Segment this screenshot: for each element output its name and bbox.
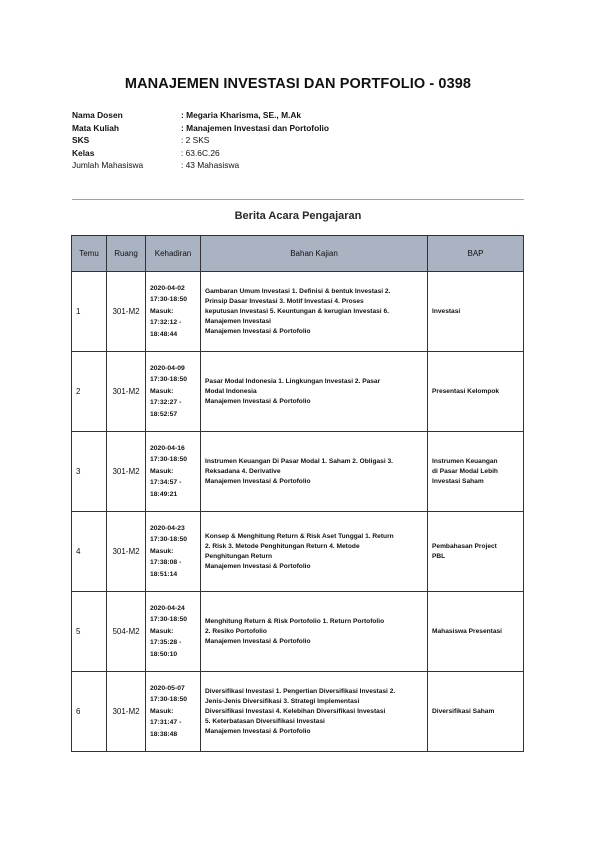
- kehadiran-line: 17:30-18:50: [150, 536, 188, 544]
- bahan-kajian-line: Manajemen Investasi & Portofolio: [205, 637, 311, 645]
- cell-ruang: 301-M2: [107, 272, 146, 352]
- kehadiran-line: 2020-04-24: [150, 604, 185, 612]
- bahan-kajian-line: 2. Resiko Portofolio: [205, 627, 267, 635]
- bahan-kajian-line: Manajemen Investasi & Portofolio: [205, 727, 311, 735]
- kehadiran-line: Masuk:: [150, 547, 174, 555]
- info-label: Nama Dosen: [72, 110, 123, 121]
- kehadiran-line: 17:34:57 -: [150, 479, 182, 487]
- cell-kehadiran: [146, 352, 201, 432]
- bahan-kajian-line: Diversifikasi Investasi 1. Pengertian Diversifikasi Investasi 2.: [205, 687, 396, 695]
- kehadiran-line: 17:32:12 -: [150, 319, 182, 327]
- kehadiran-line: 18:48:44: [150, 330, 178, 338]
- column-header-ruang: Ruang: [107, 236, 146, 272]
- bap-line: Instrumen Keuangan: [432, 457, 498, 465]
- cell-temu: 1: [72, 272, 107, 352]
- bahan-kajian-line: Reksadana 4. Derivative: [205, 467, 281, 475]
- bahan-kajian-line: Modal Indonesia: [205, 387, 257, 395]
- column-header-bap: BAP: [428, 236, 524, 272]
- bahan-kajian-line: Manajemen Investasi & Portofolio: [205, 397, 311, 405]
- bahan-kajian-line: Penghitungan Return: [205, 552, 273, 560]
- bahan-kajian-line: Manajemen Investasi & Portofolio: [205, 327, 311, 335]
- cell-kehadiran: [146, 672, 201, 752]
- kehadiran-line: 2020-04-16: [150, 444, 185, 452]
- info-value: : Megaria Kharisma, SE., M.Ak: [181, 110, 302, 121]
- info-label: SKS: [72, 135, 90, 146]
- bap-line: Presentasi Kelompok: [432, 387, 500, 395]
- cell-ruang: 301-M2: [107, 352, 146, 432]
- cell-temu: 6: [72, 672, 107, 752]
- kehadiran-line: Masuk:: [150, 627, 174, 635]
- kehadiran-line: Masuk:: [150, 707, 174, 715]
- cell-bahan-kajian: [201, 672, 428, 752]
- bap-line: Investasi: [432, 307, 461, 315]
- cell-bap: [428, 672, 524, 752]
- cell-bahan-kajian: [201, 432, 428, 512]
- kehadiran-line: 18:49:21: [150, 490, 178, 498]
- column-header-kehadiran: Kehadiran: [146, 236, 201, 272]
- info-row-mata-kuliah: [72, 122, 329, 135]
- cell-ruang: 301-M2: [107, 512, 146, 592]
- kehadiran-line: 2020-04-02: [150, 284, 185, 292]
- cell-bap: [428, 272, 524, 352]
- kehadiran-line: 18:38:48: [150, 730, 178, 738]
- cell-kehadiran: [146, 272, 201, 352]
- cell-temu: 3: [72, 432, 107, 512]
- cell-ruang: 301-M2: [107, 432, 146, 512]
- course-info: [72, 109, 329, 172]
- kehadiran-line: 2020-05-07: [150, 684, 185, 692]
- bahan-kajian-line: 2. Risk 3. Metode Penghitungan Return 4. Metode: [205, 542, 360, 550]
- info-label: Mata Kuliah: [72, 122, 119, 133]
- cell-temu: 2: [72, 352, 107, 432]
- cell-ruang: 504-M2: [107, 592, 146, 672]
- bap-line: di Pasar Modal Lebih: [432, 467, 498, 475]
- table-header-row: [72, 236, 524, 272]
- kehadiran-line: Masuk:: [150, 467, 174, 475]
- bap-line: PBL: [432, 552, 446, 560]
- info-value: : 2 SKS: [181, 135, 210, 146]
- bahan-kajian-line: Gambaran Umum Investasi 1. Definisi & bentuk Investasi 2.: [205, 287, 391, 295]
- kehadiran-line: 17:35:28 -: [150, 639, 182, 647]
- kehadiran-line: 17:32:27 -: [150, 399, 182, 407]
- section-title: Berita Acara Pengajaran: [234, 210, 362, 222]
- document-title: MANAJEMEN INVESTASI DAN PORTFOLIO - 0398: [124, 76, 472, 92]
- bahan-kajian-line: Manajemen Investasi: [205, 317, 271, 325]
- info-row-sks: [72, 134, 329, 147]
- kehadiran-line: 17:30-18:50: [150, 456, 188, 464]
- bahan-kajian-line: keputusan Investasi 5. Keuntungan & kerugian Investasi 6.: [205, 307, 389, 315]
- info-label: Kelas: [72, 147, 95, 158]
- bap-line: Diversifikasi Saham: [432, 707, 495, 715]
- bahan-kajian-line: Konsep & Menghitung Return & Risk Aset Tunggal 1. Return: [205, 532, 394, 540]
- bahan-kajian-line: Jenis-Jenis Diversifikasi 3. Strategi Implementasi: [205, 697, 360, 705]
- cell-kehadiran: [146, 432, 201, 512]
- bahan-kajian-line: Manajemen Investasi & Portofolio: [205, 477, 311, 485]
- cell-bap: [428, 352, 524, 432]
- table-row: [72, 272, 524, 352]
- kehadiran-line: 17:30-18:50: [150, 616, 188, 624]
- kehadiran-line: 18:50:10: [150, 650, 178, 658]
- cell-bap: [428, 432, 524, 512]
- cell-bap: [428, 592, 524, 672]
- kehadiran-line: 18:52:57: [150, 410, 178, 418]
- info-value: : 43 Mahasiswa: [181, 160, 240, 171]
- info-row-jumlah: [72, 159, 329, 172]
- kehadiran-line: Masuk:: [150, 387, 174, 395]
- bap-line: Investasi Saham: [432, 477, 484, 485]
- kehadiran-line: 17:30-18:50: [150, 696, 188, 704]
- kehadiran-line: 17:38:08 -: [150, 559, 182, 567]
- bahan-kajian-line: Diversifikasi Investasi 4. Kelebihan Diversifikasi Investasi: [205, 707, 386, 715]
- info-label: Jumlah Mahasiswa: [72, 160, 144, 171]
- cell-bahan-kajian: [201, 592, 428, 672]
- table-row: [72, 592, 524, 672]
- cell-kehadiran: [146, 512, 201, 592]
- info-row-dosen: [72, 109, 329, 122]
- column-header-bahan-kajian: Bahan Kajian: [201, 236, 428, 272]
- table-row: [72, 432, 524, 512]
- kehadiran-line: 17:30-18:50: [150, 376, 188, 384]
- bahan-kajian-line: Instrumen Keuangan Di Pasar Modal 1. Saham 2. Obligasi 3.: [205, 457, 393, 465]
- bahan-kajian-line: Prinsip Dasar Investasi 3. Motif Investasi 4. Proses: [205, 297, 364, 305]
- bap-line: Pembahasan Project: [432, 542, 497, 550]
- cell-temu: 4: [72, 512, 107, 592]
- bap-table: [71, 235, 524, 752]
- cell-bahan-kajian: [201, 352, 428, 432]
- info-row-kelas: [72, 147, 329, 160]
- bahan-kajian-line: Manajemen Investasi & Portofolio: [205, 562, 311, 570]
- cell-bahan-kajian: [201, 272, 428, 352]
- kehadiran-line: 2020-04-09: [150, 364, 185, 372]
- info-value: : Manajemen Investasi dan Portofolio: [181, 122, 329, 133]
- bahan-kajian-line: Pasar Modal Indonesia 1. Lingkungan Investasi 2. Pasar: [205, 377, 381, 385]
- bahan-kajian-line: 5. Keterbatasan Diversifikasi Investasi: [205, 717, 325, 725]
- kehadiran-line: 17:31:47 -: [150, 719, 182, 727]
- cell-kehadiran: [146, 592, 201, 672]
- table-row: [72, 512, 524, 592]
- cell-bahan-kajian: [201, 512, 428, 592]
- cell-ruang: 301-M2: [107, 672, 146, 752]
- bap-line: Mahasiswa Presentasi: [432, 627, 503, 635]
- cell-temu: 5: [72, 592, 107, 672]
- kehadiran-line: 17:30-18:50: [150, 296, 188, 304]
- table-row: [72, 352, 524, 432]
- kehadiran-line: 18:51:14: [150, 570, 178, 578]
- info-value: : 63.6C.26: [181, 147, 220, 158]
- divider: [72, 199, 524, 200]
- kehadiran-line: 2020-04-23: [150, 524, 185, 532]
- cell-bap: [428, 512, 524, 592]
- kehadiran-line: Masuk:: [150, 307, 174, 315]
- bahan-kajian-line: Menghitung Return & Risk Portofolio 1. Return Portofolio: [205, 617, 385, 625]
- table-row: [72, 672, 524, 752]
- column-header-temu: Temu: [72, 236, 107, 272]
